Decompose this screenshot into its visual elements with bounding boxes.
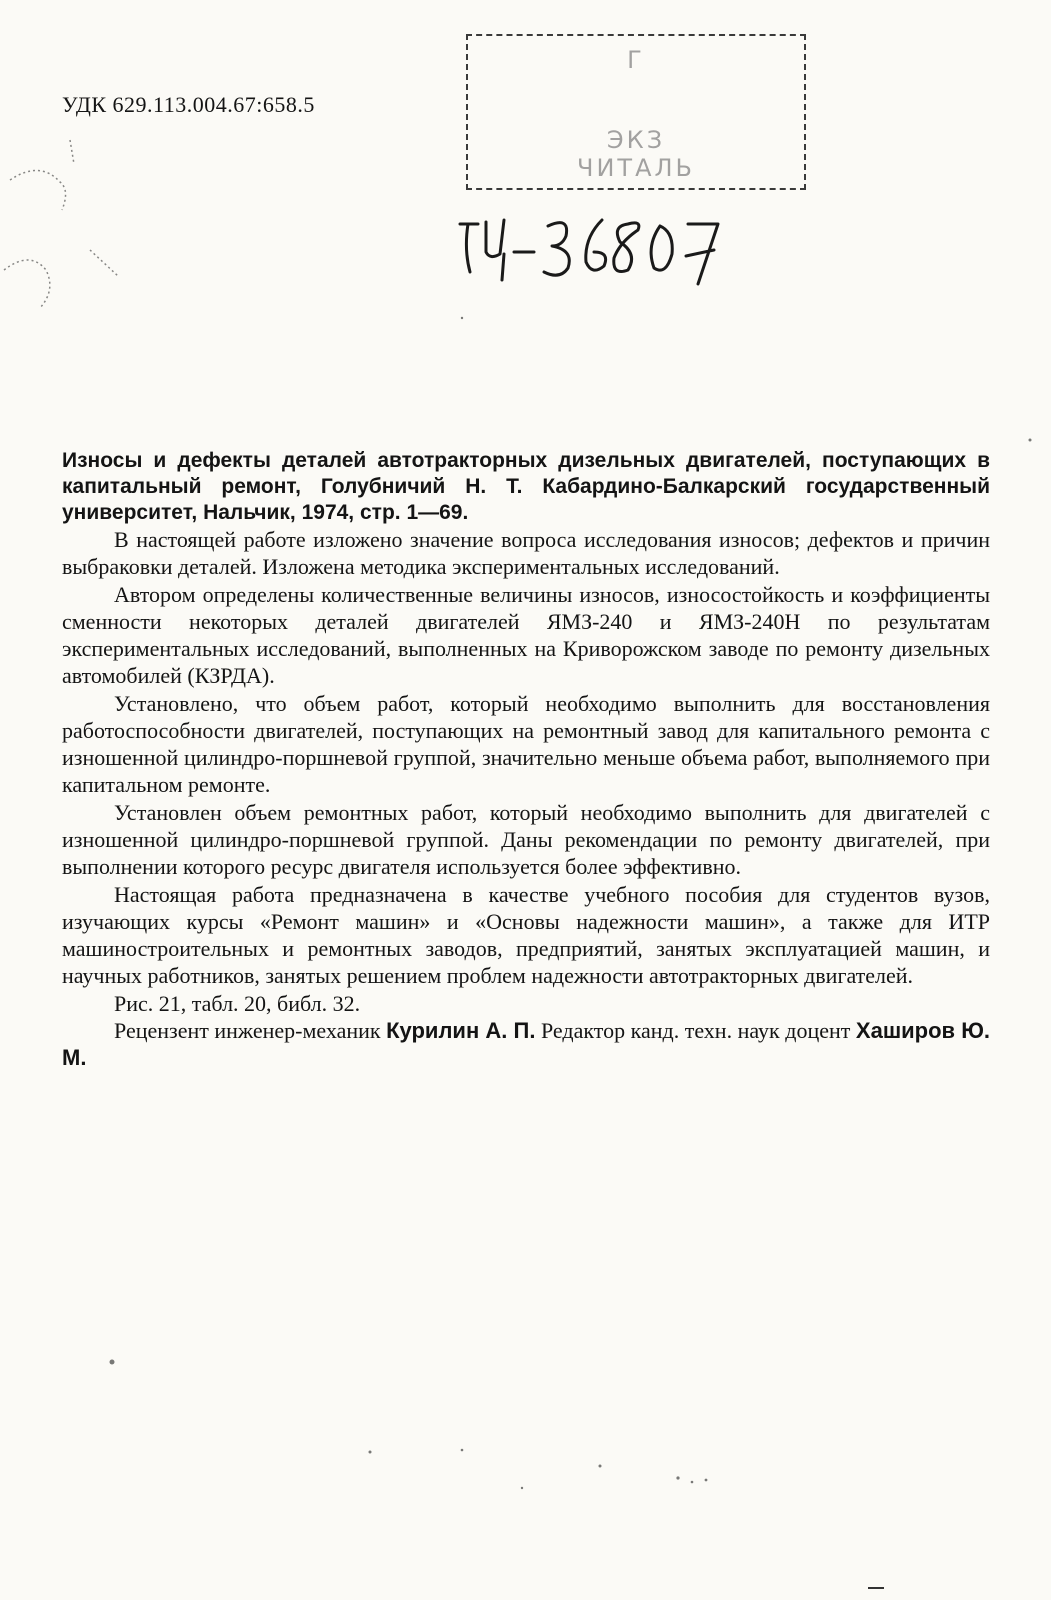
abstract-paragraph: Установлен объем ремонтных работ, который необходимо выполнить для двигателей с изношенной цилиндро-поршневой группой. Даны рекомендации по ремонту двигателей, при выполнении которого ресурс двигателя используется более эффективно. bbox=[62, 799, 990, 880]
abstract-paragraph: В настоящей работе изложено значение вопроса исследования износов; дефектов и причин выбраковки деталей. Изложена методика экспериментальных исследований. bbox=[62, 527, 990, 580]
handwritten-inventory-number bbox=[452, 210, 742, 290]
udk-code: УДК 629.113.004.67:658.5 bbox=[62, 92, 315, 117]
stamp-line: ЭКЗ bbox=[606, 126, 666, 154]
stamp-line: Г bbox=[627, 46, 645, 74]
library-stamp bbox=[466, 34, 806, 190]
reviewer-line bbox=[62, 1017, 990, 1072]
abstract-paragraph: Установлено, что объем работ, который необходимо выполнить для восстановления работоспособности двигателей, поступающих на ремонтный завод для капитального ремонта с изношенной цилиндро-поршневой группой, значительно меньше объема работ, выполняемого при капитальном ремонте. bbox=[62, 690, 990, 798]
stamp-line: ЧИТАЛЬ bbox=[577, 154, 695, 182]
bibliographic-title: Износы и дефекты деталей автотракторных дизельных двигателей, поступающих в капитальный ремонт, Голубничий Н. Т. Кабардино-Балкарский государственный университет, Нальчик, 1974, стр. 1—69. bbox=[62, 449, 990, 525]
abstract-card bbox=[62, 448, 990, 1071]
reviewer-prefix: Рецензент инженер-механик bbox=[114, 1017, 381, 1043]
reviewer-name: Курилин А. П. bbox=[386, 1017, 536, 1043]
figures-tables-count: Рис. 21, табл. 20, библ. 32. bbox=[114, 990, 361, 1016]
margin-marks bbox=[0, 120, 140, 330]
abstract-paragraph: Настоящая работа предназначена в качестве учебного пособия для студентов вузов, изучающих курсы «Ремонт машин» и «Основы надежности машин», а также для ИТР машиностроительных и ремонтных заводов, предприятий, занятых эксплуатацией машин, и научных работников, занятых решением проблем надежности автотракторных двигателей. bbox=[62, 881, 990, 989]
abstract-paragraph: Автором определены количественные величины износов, износостойкость и коэффициенты сменности некоторых деталей двигателей ЯМЗ-240 и ЯМЗ-240Н по результатам экспериментальных исследований, выполненных на Криворожском заводе по ремонту дизельных автомобилей (КЗРДА). bbox=[62, 581, 990, 689]
editor-prefix: Редактор канд. техн. наук доцент bbox=[540, 1017, 851, 1043]
editor-name: Хаширов Ю. М. bbox=[62, 1017, 991, 1071]
